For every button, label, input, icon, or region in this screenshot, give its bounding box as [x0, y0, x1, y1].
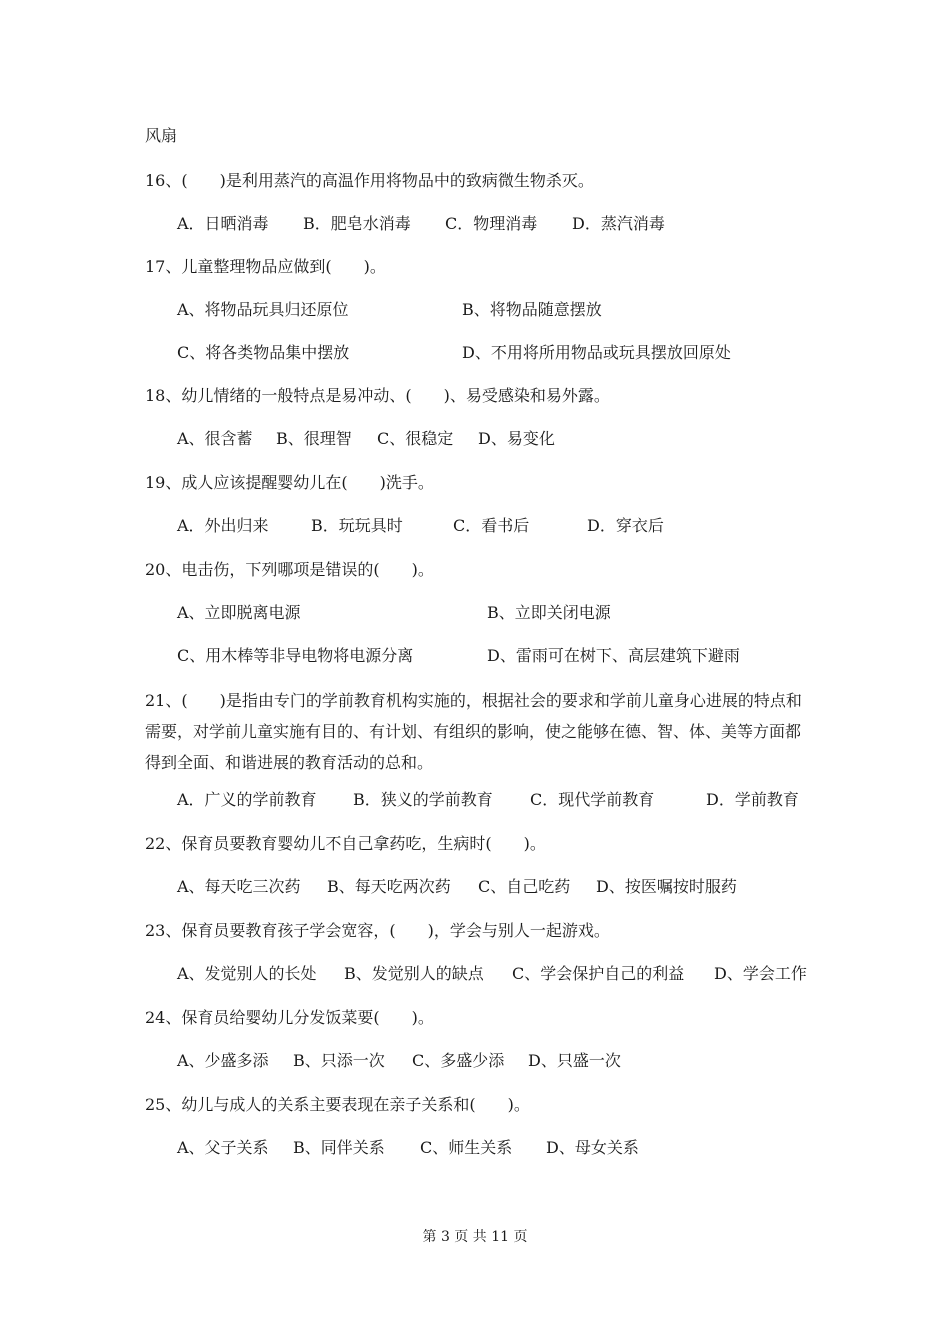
q21-option-c: C．现代学前教育 [530, 790, 655, 809]
q18-option-c: C、很稳定 [377, 429, 454, 448]
question-22: 22、保育员要教育婴幼儿不自己拿药吃，生病时( )。 [145, 834, 546, 853]
q18-option-d: D、易变化 [478, 429, 555, 448]
q25-option-c: C、师生关系 [420, 1138, 513, 1157]
lead-text: 风扇 [145, 126, 178, 145]
question-20: 20、电击伤，下列哪项是错误的( )。 [145, 560, 434, 579]
question-18: 18、幼儿情绪的一般特点是易冲动、( )、易受感染和易外露。 [145, 386, 610, 405]
q17-option-b: B、将物品随意摆放 [462, 300, 602, 319]
question-21: 21、( )是指由专门的学前教育机构实施的，根据社会的要求和学前儿童身心进展的特点和需要，对学前儿童实施有目的、有计划、有组织的影响，使之能够在德、智、体、美等方面都得到全面、和谐进展的教育活动的总和。 [145, 691, 802, 772]
q20-option-b: B、立即关闭电源 [487, 603, 611, 622]
q21-option-d: D．学前教育 [706, 790, 799, 809]
question-25: 25、幼儿与成人的关系主要表现在亲子关系和( )。 [145, 1095, 530, 1114]
q24-option-c: C、多盛少添 [412, 1051, 505, 1070]
q19-option-b: B．玩玩具时 [311, 516, 403, 535]
q22-option-d: D、按医嘱按时服药 [596, 877, 737, 896]
q25-option-d: D、母女关系 [546, 1138, 639, 1157]
q22-option-c: C、自己吃药 [478, 877, 571, 896]
question-19: 19、成人应该提醒婴幼儿在( )洗手。 [145, 473, 434, 492]
question-23: 23、保育员要教育孩子学会宽容，( )，学会与别人一起游戏。 [145, 921, 610, 940]
q19-option-d: D．穿衣后 [587, 516, 664, 535]
q16-option-d: D．蒸汽消毒 [572, 214, 665, 233]
q16-option-a: A．日晒消毒 [177, 214, 269, 233]
q21-option-a: A．广义的学前教育 [177, 790, 317, 809]
q20-option-a: A、立即脱离电源 [177, 603, 301, 622]
q17-option-d: D、不用将所用物品或玩具摆放回原处 [462, 343, 731, 362]
q23-option-c: C、学会保护自己的利益 [512, 964, 685, 983]
q16-option-b: B．肥皂水消毒 [303, 214, 411, 233]
q17-option-c: C、将各类物品集中摆放 [177, 343, 350, 362]
q18-option-a: A、很含蓄 [177, 429, 253, 448]
q24-option-a: A、少盛多添 [177, 1051, 269, 1070]
q20-option-d: D、雷雨可在树下、高层建筑下避雨 [487, 646, 740, 665]
question-16: 16、( )是利用蒸汽的高温作用将物品中的致病微生物杀灭。 [145, 171, 594, 190]
q24-option-d: D、只盛一次 [528, 1051, 621, 1070]
q19-option-a: A．外出归来 [177, 516, 269, 535]
q25-option-b: B、同伴关系 [293, 1138, 385, 1157]
q23-option-d: D、学会工作 [714, 964, 807, 983]
question-24: 24、保育员给婴幼儿分发饭菜要( )。 [145, 1008, 434, 1027]
q21-option-b: B．狭义的学前教育 [353, 790, 493, 809]
q19-option-c: C．看书后 [453, 516, 530, 535]
q24-option-b: B、只添一次 [293, 1051, 385, 1070]
q25-option-a: A、父子关系 [177, 1138, 269, 1157]
q16-option-c: C．物理消毒 [445, 214, 538, 233]
q22-option-b: B、每天吃两次药 [327, 877, 451, 896]
q18-option-b: B、很理智 [276, 429, 352, 448]
question-17: 17、儿童整理物品应做到( )。 [145, 257, 386, 276]
q23-option-b: B、发觉别人的缺点 [344, 964, 484, 983]
q17-option-a: A、将物品玩具归还原位 [177, 300, 349, 319]
q20-option-c: C、用木棒等非导电物将电源分离 [177, 646, 414, 665]
page-footer: 第 3 页 共 11 页 [422, 1229, 528, 1245]
q22-option-a: A、每天吃三次药 [177, 877, 301, 896]
q23-option-a: A、发觉别人的长处 [177, 964, 317, 983]
